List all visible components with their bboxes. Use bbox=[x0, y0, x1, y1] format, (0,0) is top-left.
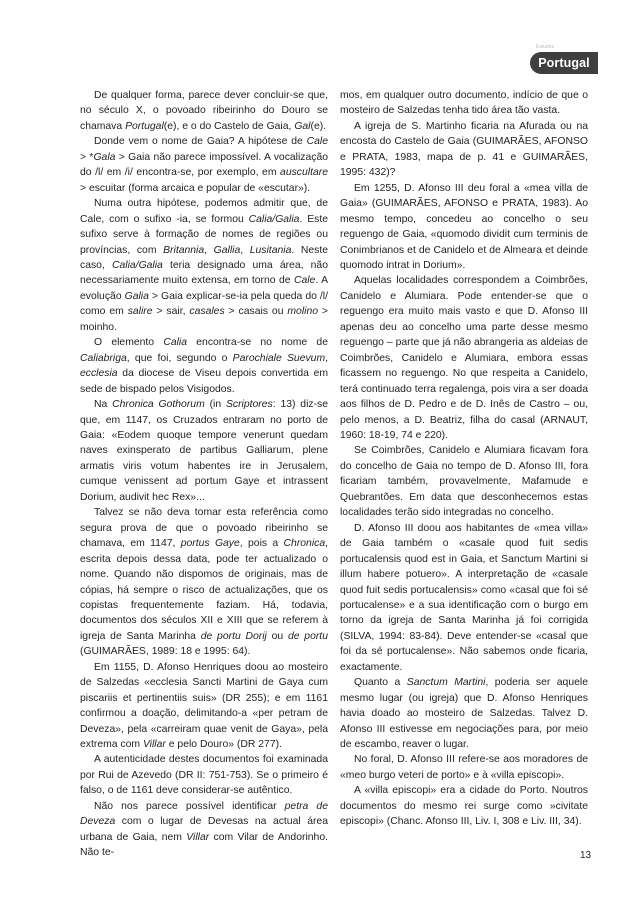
paragraph: Em 1255, D. Afonso III deu foral a «mea villa de Gaia» (GUIMARÃES, AFONSO e PRATA, 1983). Ao mesmo tempo, concedeu ao concelho o seu reguengo de Gaia, «quomodo dividit cum terminis de Conimbrianos et de Canidelo et de Almeara et deinde quomodo intrat in Dorium». bbox=[340, 182, 588, 271]
paragraph: mos, em qualquer outro documento, indício de que o mosteiro de Salzedas tenha tido área tão vasta. bbox=[340, 90, 588, 117]
paragraph: D. Afonso III doou aos habitantes de «mea villa» de Gaia também o «casale quod fuit sedis portucalensis quod est in Gaia, et Sanctum Martini si illum habere potuero». A interpretação de «casale quod fuit sedis portucalensis» como «casal que foi sé portucalense» e a sua identificação com o burgo em torno da igreja de Santa Marinha já foi corrigida (SILVA, 1994: 83-84). Deve entender-se «casal que foi da sé portucalense». Não sabemos onde ficaria, exactamente. bbox=[340, 522, 588, 673]
header-faint-label: Estudos bbox=[536, 44, 555, 50]
paragraph: Aquelas localidades correspondem a Coimbrões, Canidelo e Alumiara. Pode entender-se que o reguengo era muito mais vasto e que D. Afonso III apenas deu ao concelho uma parte desse mesmo reguengo – parte que já não abrangeria as aldeias de Coimbrões, Canidelo e Alumiara, embora essas ficassem no reguengo. No que respeita a Canidelo, terá continuado terra regalenga, pois vira a ser doada aos filhos de D. Pedro e de D. Inês de Castro – ou, pelo menos, a D. Beatriz, filha do casal (ARNAUT, 1960: 18-19, 74 e 220). bbox=[340, 275, 588, 441]
paragraph: Donde vem o nome de Gaia? A hipótese de Cale > *Gala > Gaia não parece impossível. A vocalização do /l/ em /i/ encontra-se, por exemplo, em auscultare > escuitar (forma arcaica e popular de «escutar»). bbox=[80, 136, 329, 194]
paragraph: Quanto a Sanctum Martini, poderia ser aquele mesmo lugar (ou igreja) que D. Afonso Henriques havia doado ao mosteiro de Salzedas. Talvez D. Afonso III estivesse em negociações para, por meio de escambo, reaver o lugar. bbox=[340, 677, 588, 751]
paragraph: No foral, D. Afonso III refere-se aos moradores de «meo burgo veteri de porto» e à «villa episcopi». bbox=[340, 754, 588, 781]
page-number: 13 bbox=[580, 850, 592, 861]
paragraph: Numa outra hipótese, podemos admitir que, de Cale, com o sufixo -ia, se formou Calia/Galia. Este sufixo serve à formação de nomes de regiões ou províncias, com Britannia, Gallia, Lusitania. Neste caso, Calia/Galia teria designado uma área, não necessariamente muito extensa, em torno de Cale. A evolução Galia > Gaia explicar-se-ia pela queda do /l/ como em salire > sair, casales > casais ou molino > moinho. bbox=[80, 198, 328, 333]
right-column bbox=[340, 88, 588, 830]
section-badge-label: Portugal bbox=[538, 56, 590, 70]
left-column bbox=[80, 88, 328, 861]
paragraph: Não nos parece possível identificar petra de Deveza com o lugar de Devesas na actual área urbana de Gaia, nem Villar com Vilar de Andorinho. Não te- bbox=[80, 800, 328, 859]
paragraph: A autenticidade destes documentos foi examinada por Rui de Azevedo (DR II: 751-753). Se o primeiro é falso, o de 1161 deve considerar-se autêntico. bbox=[80, 754, 328, 797]
paragraph: De qualquer forma, parece dever concluir-se que, no século X, o povoado ribeirinho do Douro se chamava Portugal(e), e o do Castelo de Gaia, Gal(e). bbox=[80, 90, 328, 132]
paragraph: Talvez se não deva tomar esta referência como segura prova de que o povoado ribeirinho se chamava, em 1147, portus Gaye, pois a Chronica, escrita depois dessa data, pode ter actualizado o nome. Quando não dispomos de originais, mas de cópias, há sempre o risco de actualizações, que os copistas frequentemente faziam. Há, todavia, documentos dos séculos XII e XIII que se referem à igreja de Santa Marinha de portu Dorij ou de portu (GUIMARÃES, 1989: 18 e 1995: 64). bbox=[80, 507, 329, 658]
section-badge bbox=[530, 52, 598, 74]
paragraph: A «villa episcopi» era a cidade do Porto. Noutros documentos do mesmo rei surge como »civitate episcopi» (Chanc. Afonso III, Liv. I, 308 e Liv. III, 34). bbox=[340, 785, 588, 828]
paragraph: Se Coimbrões, Canidelo e Alumiara ficavam fora do concelho de Gaia no tempo de D. Afonso III, fora ficariam também, provavelmente, Mafamude e Quebrantões. Em data que desconhecemos estas localidades terão sido integradas no concelho. bbox=[340, 445, 588, 519]
paragraph: Na Chronica Gothorum (in Scriptores: 13) diz-se que, em 1147, os Cruzados entraram no porto de Gaia: «Eodem quoque tempore venerunt quedam naves exinsperato de partibus Galliarum, plene armatis viris votum habentes ire in Jerusalem, cumque venissent ad portum Gaye et intrassent Dorium, audivit hec Rex»... bbox=[80, 399, 329, 503]
paragraph: A igreja de S. Martinho ficaria na Afurada ou na encosta do Castelo de Gaia (GUIMARÃES, AFONSO e PRATA, 1983, mapa de p. 41 e GUIMARÃES, 1995: 432)? bbox=[340, 120, 588, 179]
paragraph: Em 1155, D. Afonso Henriques doou ao mosteiro de Salzedas «ecclesia Sancti Martini de Gaya cum piscariis et pertinentiis suis» (DR 255); e em 1161 confirmou a doação, delimitando-a «per petram de Deveza», pela «carreiram quae venit de Gaya», pela extrema com Villar e pelo Douro» (DR 277). bbox=[80, 661, 328, 751]
paragraph: O elemento Calia encontra-se no nome de Caliabriga, que foi, segundo o Parochiale Suevum, ecclesia da diocese de Viseu depois convertida em sede de bispado pelos Visigodos. bbox=[80, 337, 328, 395]
